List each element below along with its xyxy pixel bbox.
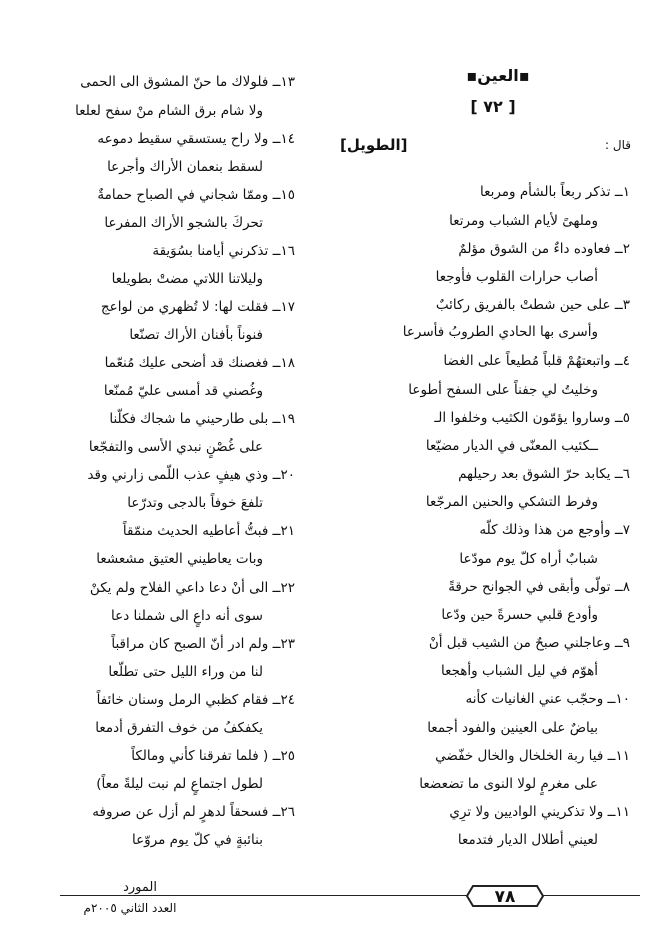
verse-line: ٩ــ وعاجلني صبحٌ من الشيب قبل أنْ: [428, 635, 630, 651]
verse-line: ٣ــ على حين شطتْ بالفريق ركائبٌ: [435, 297, 630, 313]
verse-line: تلفعَ خوفاً بالدجى وتدرّعا: [127, 495, 263, 511]
verse-line: ١٣ــ فلولاك ما حنّ المشوق الى الحمى: [80, 74, 295, 90]
verse-line: ١١ــ فيا ربة الخلخال والخال خفّضي: [435, 748, 630, 764]
verse-line: لنا من وراء الليل حتى تطلّعا: [108, 664, 263, 680]
verse-line: على غُصْنٍ نبدي الأسى والتفجّعا: [88, 439, 263, 455]
verse-line: ١١ــ ولا تذكريني الواديين ولا ترِي: [449, 804, 630, 820]
verse-line: وفرط التشكي والحنين المرجّعا: [425, 494, 598, 510]
verse-line: بنائبةٍ في كلّ يوم مروّعا: [132, 832, 263, 848]
verse-line: على مغرمٍ لولا النوى ما تضعضعا: [419, 776, 598, 792]
verse-line: ١٩ــ بلى طارحيني ما شجاك فكلّنا: [109, 411, 295, 427]
verse-line: أصاب حرارات القلوب فأوجعا: [435, 269, 598, 285]
verse-line: وليلاتنا اللاتي مضتْ بطويلعا: [111, 271, 263, 287]
footer-rule: [60, 895, 640, 896]
verse-line: ٢٥ــ ( فلما تفرقنا كأني ومالكاً: [131, 748, 295, 764]
poem-number: [ ٧٢ ]: [470, 97, 516, 116]
verse-line: ١٨ــ فغصنك قد أضحى عليك مُنعّما: [104, 355, 295, 371]
verse-line: وأودع قلبي حسرةً حين ودّعا: [441, 607, 598, 623]
verse-line: شبابٌ أراه كلّ يوم مودّعا: [459, 551, 598, 567]
verse-line: يكفكفُ من خوف التفرق أدمعا: [95, 720, 263, 736]
verse-line: وخليتُ لي جفناً على السفح أطوعا: [408, 382, 598, 398]
verse-line: ١ــ تذكر ربعاً بالشأم ومربعا: [479, 184, 630, 200]
verse-line: فنوناً بأفنان الأراك تصنّعا: [129, 327, 263, 343]
verse-line: ٥ــ وساروا يؤمّون الكثيب وخلفوا الـ: [434, 410, 630, 426]
verse-line: ٦ــ يكابد حرّ الشوق بعد رحيلهم: [458, 466, 630, 482]
verse-line: ١٤ــ ولا راح يستسقي سقيط دموعه: [97, 131, 295, 147]
verse-line: ١٥ــ وممّا شجاني في الصباح حمامةٌ: [97, 187, 295, 203]
verse-line: ٢٠ــ وذي هيفٍ عذب اللّمى زارني وقد: [87, 467, 295, 483]
verse-line: بياضٌ على العينين والفود أجمعا: [427, 720, 598, 736]
issue-label: العدد الثاني ٢٠٠٥م: [83, 901, 177, 915]
section-title: ▪العين▪: [466, 66, 530, 85]
verse-line: أهوّم في ليل الشباب وأهجعا: [440, 663, 598, 679]
verse-line: سوى أنه داعٍ الى شملنا دعا: [111, 608, 263, 624]
verse-line: ٢٦ــ فسحقاً لدهرٍ لم أزل عن صروفه: [92, 804, 295, 820]
verse-line: تحركَ بالشجو الأراك المفرعا: [104, 215, 263, 231]
verse-line: ٢١ــ فبتُّ أعاطيه الحديث منمّقاً: [122, 523, 295, 539]
verse-line: ١٦ــ تذكرني أيامنا بسُوَيقة: [152, 243, 295, 259]
verse-line: لسقط بنعمان الأراك وأجرعا: [107, 159, 263, 175]
verse-line: ٢٣ــ ولم ادر أنّ الصبح كان مراقباً: [111, 636, 295, 652]
verse-line: ٢٢ــ الى أنْ دعا داعي الفلاح ولم يكنْ: [89, 580, 295, 596]
verse-line: ولا شام برق الشام منْ سفح لعلعا: [75, 103, 263, 119]
verse-line: ــكئيب المعنّى في الديار مضيّعا: [425, 438, 598, 454]
verse-line: وملهىً لأيام الشباب ومرتعا: [449, 213, 598, 229]
verse-line: ٢٤ــ فقام كظبي الرمل وسنان خائفاً: [96, 692, 295, 708]
verse-line: ٢ــ فعاوده داءٌ من الشوق مؤلمٌ: [458, 241, 630, 257]
meter-label: [الطويل]: [340, 136, 408, 154]
verse-line: ٤ــ واتبعتهُمْ قلباً مُطيعاً على الغضا: [443, 353, 630, 369]
verse-line: لطول اجتماعٍ لم نبت ليلةً معاً): [96, 776, 263, 792]
verse-line: وبات يعاطيني العتيق مشعشعا: [96, 551, 263, 567]
verse-line: ٨ــ تولّى وأبقى في الجوانح حرقةً: [448, 579, 630, 595]
verse-line: ١٠ــ وحجّب عني الغانيات كأنه: [465, 691, 630, 707]
verse-line: ١٧ــ فقلت لها: لا تُظهري من لواعج: [100, 299, 295, 315]
verse-line: وغُصني قد أمسى عليّ مُمنّعا: [103, 383, 263, 399]
journal-name: المورد: [123, 880, 157, 895]
verse-line: وأسرى بها الحادي الطروبُ فأسرعا: [402, 324, 598, 340]
page-number: ٧٨: [494, 887, 516, 907]
verse-line: ٧ــ وأوجع من هذا وذلك كلّه: [479, 522, 630, 538]
verse-line: لعيني أطلال الديار فتدمعا: [457, 832, 598, 848]
said-label: قال :: [605, 138, 631, 152]
